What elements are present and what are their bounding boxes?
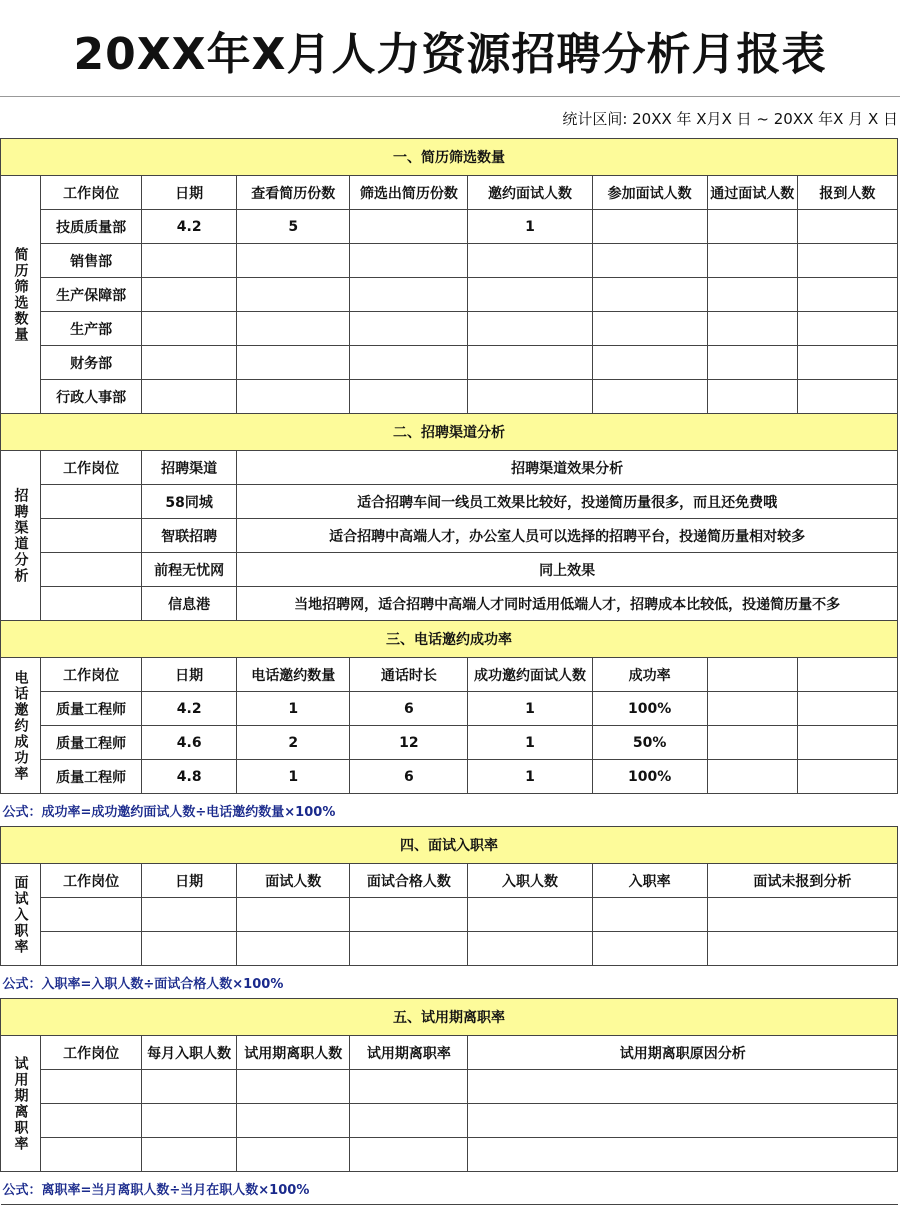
table-cell[interactable] bbox=[592, 898, 707, 932]
table-cell[interactable]: 财务部 bbox=[41, 346, 142, 380]
table-cell[interactable] bbox=[707, 210, 797, 244]
header-cell: 参加面试人数 bbox=[592, 176, 707, 210]
table-cell[interactable] bbox=[350, 1138, 468, 1172]
table-cell[interactable]: 生产保障部 bbox=[41, 278, 142, 312]
table-cell[interactable] bbox=[797, 380, 897, 414]
table-row bbox=[1, 1104, 898, 1138]
header-cell: 查看简历份数 bbox=[237, 176, 350, 210]
table-cell[interactable]: 6 bbox=[350, 760, 468, 794]
section2-side-label: 招聘渠道分析 bbox=[1, 451, 41, 621]
table-cell[interactable] bbox=[237, 278, 350, 312]
header-cell: 邀约面试人数 bbox=[468, 176, 592, 210]
header-cell: 工作岗位 bbox=[41, 658, 142, 692]
table-cell[interactable] bbox=[468, 346, 592, 380]
table-cell[interactable]: 行政人事部 bbox=[41, 380, 142, 414]
section3-formula: 公式：成功率=成功邀约面试人数÷电话邀约数量×100% bbox=[1, 794, 898, 827]
header-cell: 日期 bbox=[142, 658, 237, 692]
table-cell[interactable] bbox=[142, 1138, 237, 1172]
table-cell[interactable] bbox=[350, 244, 468, 278]
table-row bbox=[1, 553, 898, 587]
table-cell[interactable] bbox=[592, 210, 707, 244]
header-cell: 面试人数 bbox=[237, 864, 350, 898]
table-cell[interactable] bbox=[41, 898, 142, 932]
table-cell[interactable] bbox=[41, 587, 142, 621]
header-cell: 电话邀约数量 bbox=[237, 658, 350, 692]
header-cell: 成功邀约面试人数 bbox=[468, 658, 592, 692]
header-cell: 试用期离职率 bbox=[350, 1036, 468, 1070]
table-row bbox=[1, 760, 898, 794]
table-cell[interactable] bbox=[592, 278, 707, 312]
header-cell: 每月入职人数 bbox=[142, 1036, 237, 1070]
table-cell[interactable] bbox=[707, 244, 797, 278]
header-cell: 报到人数 bbox=[797, 176, 897, 210]
table-row bbox=[1, 210, 898, 244]
table-cell[interactable] bbox=[468, 1104, 898, 1138]
channel-analysis-cell[interactable]: 同上效果 bbox=[237, 553, 898, 587]
header-cell: 工作岗位 bbox=[41, 864, 142, 898]
table-cell[interactable] bbox=[41, 1104, 142, 1138]
section4-side-label: 面试入职率 bbox=[1, 864, 41, 966]
table-cell[interactable] bbox=[350, 898, 468, 932]
table-cell[interactable] bbox=[142, 312, 237, 346]
table-cell[interactable] bbox=[41, 485, 142, 519]
table-cell[interactable]: 质量工程师 bbox=[41, 760, 142, 794]
table-cell[interactable] bbox=[237, 1104, 350, 1138]
table-cell[interactable]: 6 bbox=[350, 692, 468, 726]
section1-side-label: 简历筛选数量 bbox=[1, 176, 41, 414]
table-cell[interactable] bbox=[237, 1138, 350, 1172]
table-cell[interactable]: 100% bbox=[592, 760, 707, 794]
table-cell[interactable] bbox=[468, 244, 592, 278]
table-row bbox=[1, 898, 898, 932]
section4-formula: 公式：入职率=入职人数÷面试合格人数×100% bbox=[1, 966, 898, 999]
table-cell[interactable] bbox=[41, 1138, 142, 1172]
header-cell: 招聘渠道效果分析 bbox=[237, 451, 898, 485]
section2-banner: 二、招聘渠道分析 bbox=[1, 414, 898, 451]
header-cell: 招聘渠道 bbox=[142, 451, 237, 485]
section5-formula: 公式：离职率=当月离职人数÷当月在职人数×100% bbox=[1, 1172, 898, 1205]
table-cell[interactable] bbox=[592, 932, 707, 966]
table-row bbox=[1, 312, 898, 346]
table-cell[interactable]: 5 bbox=[237, 210, 350, 244]
table-cell[interactable] bbox=[41, 519, 142, 553]
table-cell[interactable] bbox=[237, 244, 350, 278]
table-cell[interactable] bbox=[468, 898, 592, 932]
table-cell[interactable] bbox=[797, 210, 897, 244]
channel-analysis-cell[interactable]: 适合招聘车间一线员工效果比较好，投递简历量很多，而且还免费哦 bbox=[237, 485, 898, 519]
table-cell[interactable] bbox=[592, 244, 707, 278]
table-cell[interactable] bbox=[350, 932, 468, 966]
table-row bbox=[1, 519, 898, 553]
statistics-period: 统计区间: 20XX 年 X月X 日 ~ 20XX 年X 月 X 日 bbox=[562, 110, 898, 128]
header-cell: 通过面试人数 bbox=[707, 176, 797, 210]
header-cell: 工作岗位 bbox=[41, 176, 142, 210]
header-cell: 日期 bbox=[142, 864, 237, 898]
table-row bbox=[1, 244, 898, 278]
table-cell[interactable]: 1 bbox=[468, 692, 592, 726]
table-cell[interactable] bbox=[797, 692, 897, 726]
section4-banner: 四、面试入职率 bbox=[1, 827, 898, 864]
table-row bbox=[1, 587, 898, 621]
table-cell[interactable]: 智联招聘 bbox=[142, 519, 237, 553]
table-cell[interactable]: 2 bbox=[237, 726, 350, 760]
table-cell[interactable] bbox=[468, 932, 592, 966]
table-cell[interactable]: 12 bbox=[350, 726, 468, 760]
table-cell[interactable] bbox=[350, 210, 468, 244]
table-cell[interactable] bbox=[350, 278, 468, 312]
table-cell[interactable]: 4.6 bbox=[142, 726, 237, 760]
header-cell: 面试未报到分析 bbox=[707, 864, 897, 898]
table-cell[interactable] bbox=[237, 346, 350, 380]
table-row bbox=[1, 485, 898, 519]
table-cell[interactable]: 1 bbox=[468, 210, 592, 244]
table-cell[interactable] bbox=[237, 932, 350, 966]
table-cell[interactable]: 1 bbox=[468, 760, 592, 794]
header-cell: 工作岗位 bbox=[41, 1036, 142, 1070]
table-cell[interactable] bbox=[468, 312, 592, 346]
table-cell[interactable] bbox=[592, 312, 707, 346]
header-cell: 筛选出简历份数 bbox=[350, 176, 468, 210]
header-cell: 试用期离职人数 bbox=[237, 1036, 350, 1070]
table-cell[interactable] bbox=[468, 278, 592, 312]
report-sheet bbox=[0, 138, 898, 1205]
header-cell bbox=[797, 658, 897, 692]
table-row bbox=[1, 932, 898, 966]
table-cell[interactable] bbox=[142, 932, 237, 966]
table-cell[interactable] bbox=[592, 346, 707, 380]
table-cell[interactable] bbox=[797, 726, 897, 760]
table-cell[interactable] bbox=[41, 553, 142, 587]
table-cell[interactable] bbox=[707, 380, 797, 414]
table-cell[interactable] bbox=[142, 1070, 237, 1104]
section5-banner: 五、试用期离职率 bbox=[1, 999, 898, 1036]
header-cell: 日期 bbox=[142, 176, 237, 210]
table-cell[interactable] bbox=[41, 932, 142, 966]
table-cell[interactable] bbox=[237, 312, 350, 346]
table-cell[interactable] bbox=[707, 312, 797, 346]
table-cell[interactable]: 100% bbox=[592, 692, 707, 726]
table-cell[interactable] bbox=[237, 898, 350, 932]
table-row bbox=[1, 692, 898, 726]
header-cell: 工作岗位 bbox=[41, 451, 142, 485]
table-cell[interactable] bbox=[142, 346, 237, 380]
table-cell[interactable] bbox=[592, 380, 707, 414]
header-cell: 成功率 bbox=[592, 658, 707, 692]
table-cell[interactable] bbox=[350, 346, 468, 380]
table-cell[interactable] bbox=[41, 1070, 142, 1104]
table-row bbox=[1, 380, 898, 414]
title-divider bbox=[0, 96, 900, 97]
table-row bbox=[1, 278, 898, 312]
table-cell[interactable]: 前程无忧网 bbox=[142, 553, 237, 587]
table-cell[interactable]: 销售部 bbox=[41, 244, 142, 278]
section5-side-label: 试用期离职率 bbox=[1, 1036, 41, 1172]
table-cell[interactable] bbox=[797, 760, 897, 794]
table-cell[interactable]: 4.2 bbox=[142, 210, 237, 244]
header-cell bbox=[707, 658, 797, 692]
table-cell[interactable]: 4.2 bbox=[142, 692, 237, 726]
table-cell[interactable] bbox=[350, 312, 468, 346]
channel-analysis-cell[interactable]: 当地招聘网，适合招聘中高端人才同时适用低端人才，招聘成本比较低，投递简历量不多 bbox=[237, 587, 898, 621]
table-cell[interactable] bbox=[468, 1138, 898, 1172]
table-cell[interactable] bbox=[707, 760, 797, 794]
table-cell[interactable] bbox=[237, 380, 350, 414]
table-row bbox=[1, 726, 898, 760]
section3-banner: 三、电话邀约成功率 bbox=[1, 621, 898, 658]
header-cell: 入职率 bbox=[592, 864, 707, 898]
section1-banner: 一、简历筛选数量 bbox=[1, 139, 898, 176]
table-cell[interactable]: 1 bbox=[237, 760, 350, 794]
header-cell: 面试合格人数 bbox=[350, 864, 468, 898]
table-cell[interactable] bbox=[707, 692, 797, 726]
table-cell[interactable] bbox=[350, 1070, 468, 1104]
table-cell[interactable] bbox=[237, 1070, 350, 1104]
table-cell[interactable] bbox=[707, 278, 797, 312]
table-cell[interactable] bbox=[142, 380, 237, 414]
table-cell[interactable]: 生产部 bbox=[41, 312, 142, 346]
table-cell[interactable] bbox=[468, 380, 592, 414]
table-cell[interactable] bbox=[707, 898, 897, 932]
table-cell[interactable]: 质量工程师 bbox=[41, 726, 142, 760]
table-cell[interactable] bbox=[142, 244, 237, 278]
table-row bbox=[1, 1070, 898, 1104]
table-cell[interactable]: 技质质量部 bbox=[41, 210, 142, 244]
table-cell[interactable]: 4.8 bbox=[142, 760, 237, 794]
table-row bbox=[1, 1138, 898, 1172]
table-cell[interactable]: 50% bbox=[592, 726, 707, 760]
header-cell: 入职人数 bbox=[468, 864, 592, 898]
table-cell[interactable] bbox=[797, 312, 897, 346]
table-cell[interactable]: 质量工程师 bbox=[41, 692, 142, 726]
table-cell[interactable]: 1 bbox=[468, 726, 592, 760]
table-cell[interactable] bbox=[707, 726, 797, 760]
table-row bbox=[1, 346, 898, 380]
table-cell[interactable] bbox=[142, 1104, 237, 1138]
table-cell[interactable] bbox=[350, 1104, 468, 1138]
header-cell: 通话时长 bbox=[350, 658, 468, 692]
table-cell[interactable] bbox=[350, 380, 468, 414]
section3-side-label: 电话邀约成功率 bbox=[1, 658, 41, 794]
report-title: 20XX年X月人力资源招聘分析月报表 bbox=[73, 29, 827, 80]
table-cell[interactable] bbox=[707, 346, 797, 380]
table-cell[interactable] bbox=[468, 1070, 898, 1104]
header-cell: 试用期离职原因分析 bbox=[468, 1036, 898, 1070]
table-cell[interactable] bbox=[797, 244, 897, 278]
table-cell[interactable] bbox=[797, 346, 897, 380]
table-cell[interactable]: 1 bbox=[237, 692, 350, 726]
table-cell[interactable]: 58同城 bbox=[142, 485, 237, 519]
table-cell[interactable] bbox=[797, 278, 897, 312]
table-cell[interactable]: 信息港 bbox=[142, 587, 237, 621]
table-cell[interactable] bbox=[142, 898, 237, 932]
channel-analysis-cell[interactable]: 适合招聘中高端人才，办公室人员可以选择的招聘平台，投递简历量相对较多 bbox=[237, 519, 898, 553]
table-cell[interactable] bbox=[707, 932, 897, 966]
table-cell[interactable] bbox=[142, 278, 237, 312]
